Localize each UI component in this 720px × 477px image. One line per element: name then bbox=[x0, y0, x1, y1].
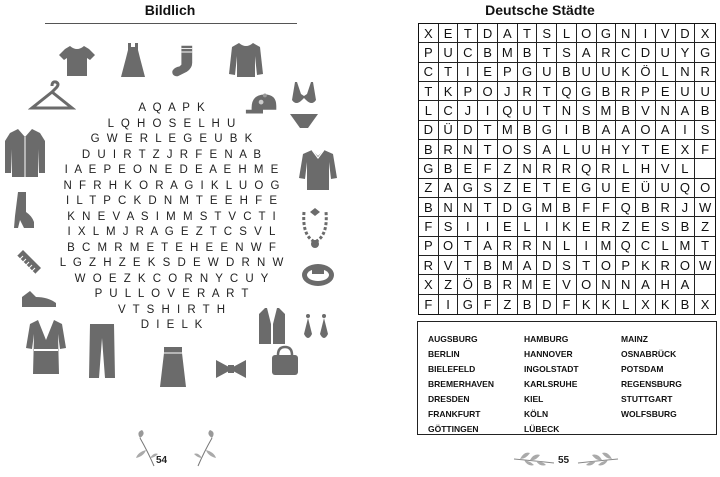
grid-cell: N bbox=[616, 275, 636, 294]
grid-cell: S bbox=[537, 24, 557, 43]
grid-cell: G bbox=[458, 295, 478, 314]
grid-cell: R bbox=[695, 63, 715, 82]
grid-cell: N bbox=[439, 198, 459, 217]
grid-cell: I bbox=[478, 101, 498, 120]
grid-cell: N bbox=[656, 101, 676, 120]
grid-cell: K bbox=[616, 63, 636, 82]
grid-cell: U bbox=[577, 63, 597, 82]
grid-cell: Z bbox=[498, 295, 518, 314]
title-divider bbox=[45, 23, 297, 24]
letter-row: G W E R L E G E U B K bbox=[90, 133, 255, 145]
grid-cell: T bbox=[458, 24, 478, 43]
grid-cell: T bbox=[458, 256, 478, 275]
grid-cell: O bbox=[676, 256, 696, 275]
grid-cell: T bbox=[458, 237, 478, 256]
grid-cell: B bbox=[557, 63, 577, 82]
grid-cell: O bbox=[439, 237, 459, 256]
word-list-item: KÖLN bbox=[524, 409, 549, 419]
grid-cell: Z bbox=[498, 179, 518, 198]
grid-cell: P bbox=[636, 82, 656, 101]
grid-cell: Q bbox=[557, 82, 577, 101]
shirt-icon bbox=[297, 148, 339, 192]
grid-cell: A bbox=[616, 121, 636, 140]
sneaker-icon bbox=[20, 289, 58, 309]
grid-cell: X bbox=[695, 24, 715, 43]
hanger-icon bbox=[28, 78, 76, 118]
bathrobe-icon bbox=[24, 318, 68, 376]
grid-cell: B bbox=[695, 101, 715, 120]
grid-cell: Z bbox=[439, 275, 459, 294]
grid-cell: K bbox=[597, 295, 617, 314]
grid-cell: B bbox=[518, 295, 538, 314]
grid-cell: N bbox=[458, 140, 478, 159]
grid-cell: R bbox=[537, 159, 557, 178]
grid-cell: T bbox=[537, 101, 557, 120]
grid-cell: Q bbox=[577, 159, 597, 178]
vest-icon bbox=[257, 306, 287, 346]
grid-cell: J bbox=[458, 101, 478, 120]
bracelet-icon bbox=[300, 260, 336, 290]
grid-cell: H bbox=[636, 159, 656, 178]
grid-cell: R bbox=[498, 275, 518, 294]
grid-cell: F bbox=[419, 217, 439, 236]
grid-cell: M bbox=[597, 237, 617, 256]
grid-cell: J bbox=[498, 82, 518, 101]
grid-cell: R bbox=[419, 256, 439, 275]
grid-cell: I bbox=[439, 295, 459, 314]
flower-ornament-icon bbox=[576, 449, 622, 471]
grid-cell: R bbox=[616, 82, 636, 101]
letter-row: K N E V A S I M M S T V C T I bbox=[67, 210, 278, 223]
grid-cell: B bbox=[419, 140, 439, 159]
grid-cell: B bbox=[518, 121, 538, 140]
grid-cell: T bbox=[478, 140, 498, 159]
grid-cell: R bbox=[518, 82, 538, 101]
page-number: 54 bbox=[156, 455, 168, 466]
grid-cell: Q bbox=[616, 237, 636, 256]
grid-cell: T bbox=[537, 43, 557, 62]
comb-icon bbox=[13, 246, 45, 278]
grid-cell: B bbox=[478, 275, 498, 294]
grid-cell: E bbox=[577, 217, 597, 236]
grid-cell: L bbox=[419, 101, 439, 120]
letter-row: D I E L K bbox=[140, 319, 205, 331]
grid-cell: G bbox=[577, 179, 597, 198]
grid-cell: I bbox=[458, 217, 478, 236]
grid-cell: U bbox=[518, 101, 538, 120]
grid-cell: G bbox=[577, 82, 597, 101]
sweater-icon bbox=[226, 40, 266, 80]
grid-cell: O bbox=[498, 140, 518, 159]
flower-ornament-icon bbox=[510, 449, 556, 471]
necklace-icon bbox=[296, 208, 334, 250]
word-list-item: AUGSBURG bbox=[428, 334, 478, 344]
grid-cell: A bbox=[498, 24, 518, 43]
grid-cell: Y bbox=[616, 140, 636, 159]
word-list-item: BIELEFELD bbox=[428, 364, 476, 374]
grid-cell: L bbox=[616, 295, 636, 314]
word-search-grid bbox=[418, 23, 716, 315]
grid-cell: A bbox=[597, 121, 617, 140]
t-shirt-icon bbox=[57, 40, 97, 80]
grid-cell: T bbox=[478, 121, 498, 140]
grid-cell: S bbox=[439, 217, 459, 236]
grid-cell: I bbox=[557, 121, 577, 140]
grid-cell: F bbox=[597, 198, 617, 217]
grid-cell: B bbox=[676, 217, 696, 236]
grid-cell: D bbox=[458, 121, 478, 140]
grid-cell: N bbox=[597, 275, 617, 294]
grid-cell: F bbox=[695, 140, 715, 159]
grid-cell: F bbox=[419, 295, 439, 314]
grid-cell: E bbox=[518, 179, 538, 198]
grid-cell: R bbox=[597, 43, 617, 62]
grid-cell: S bbox=[478, 179, 498, 198]
dress-icon bbox=[113, 40, 153, 80]
word-list-column bbox=[524, 332, 579, 437]
grid-cell: O bbox=[636, 121, 656, 140]
grid-cell: X bbox=[636, 295, 656, 314]
grid-cell: W bbox=[695, 198, 715, 217]
grid-cell: R bbox=[656, 198, 676, 217]
word-list-item: STUTTGART bbox=[621, 394, 673, 404]
earrings-icon bbox=[300, 312, 332, 346]
word-list-item: OSNABRÜCK bbox=[621, 349, 677, 359]
grid-cell: Z bbox=[498, 159, 518, 178]
grid-cell: U bbox=[439, 43, 459, 62]
grid-cell: R bbox=[498, 237, 518, 256]
grid-cell: B bbox=[478, 256, 498, 275]
grid-cell: Y bbox=[676, 43, 696, 62]
grid-cell: E bbox=[557, 179, 577, 198]
letter-row: I A E P E O N E D E A E H M E bbox=[64, 164, 281, 176]
grid-cell: P bbox=[419, 237, 439, 256]
grid-cell: M bbox=[518, 275, 538, 294]
grid-cell: A bbox=[439, 179, 459, 198]
grid-cell: Z bbox=[616, 217, 636, 236]
grid-cell: L bbox=[557, 140, 577, 159]
grid-cell: P bbox=[616, 256, 636, 275]
word-list-column bbox=[621, 332, 682, 422]
grid-cell: S bbox=[557, 256, 577, 275]
right-page bbox=[360, 0, 720, 477]
grid-cell: X bbox=[419, 24, 439, 43]
grid-cell: A bbox=[636, 275, 656, 294]
grid-cell: I bbox=[676, 121, 696, 140]
grid-cell: L bbox=[676, 159, 696, 178]
grid-cell: N bbox=[458, 198, 478, 217]
grid-cell: E bbox=[616, 179, 636, 198]
grid-cell: T bbox=[439, 63, 459, 82]
grid-cell bbox=[695, 159, 715, 178]
letter-row: I X L M J R A G E Z T C S V L bbox=[67, 226, 278, 238]
grid-cell: L bbox=[557, 24, 577, 43]
grid-cell: T bbox=[577, 256, 597, 275]
grid-cell: U bbox=[577, 140, 597, 159]
grid-cell: E bbox=[478, 63, 498, 82]
grid-cell: F bbox=[478, 295, 498, 314]
grid-cell: A bbox=[537, 140, 557, 159]
word-list-item: KIEL bbox=[524, 394, 544, 404]
grid-cell: O bbox=[577, 275, 597, 294]
grid-cell: E bbox=[636, 217, 656, 236]
grid-cell: D bbox=[636, 43, 656, 62]
grid-cell: Z bbox=[419, 179, 439, 198]
grid-cell: T bbox=[537, 179, 557, 198]
grid-cell: A bbox=[676, 275, 696, 294]
word-list-item: HAMBURG bbox=[524, 334, 569, 344]
grid-cell: F bbox=[478, 159, 498, 178]
word-list-item: WOLFSBURG bbox=[621, 409, 677, 419]
letter-row: D U I R T Z J R F E N A B bbox=[81, 148, 264, 161]
grid-cell: B bbox=[419, 198, 439, 217]
grid-cell: N bbox=[557, 101, 577, 120]
grid-cell: U bbox=[676, 82, 696, 101]
grid-cell: O bbox=[478, 82, 498, 101]
grid-cell: F bbox=[557, 295, 577, 314]
word-list-item: BERLIN bbox=[428, 349, 460, 359]
grid-cell: M bbox=[498, 256, 518, 275]
grid-cell: Ü bbox=[636, 179, 656, 198]
grid-cell: C bbox=[636, 237, 656, 256]
grid-cell: E bbox=[458, 159, 478, 178]
word-list-item: MAINZ bbox=[621, 334, 648, 344]
letter-row: N F R H K O R A G I K L U O G bbox=[63, 179, 282, 192]
grid-cell: T bbox=[695, 237, 715, 256]
sock-icon bbox=[167, 43, 203, 79]
grid-cell: K bbox=[656, 295, 676, 314]
grid-cell: A bbox=[656, 121, 676, 140]
grid-cell: O bbox=[597, 256, 617, 275]
grid-cell: K bbox=[577, 295, 597, 314]
grid-cell: B bbox=[518, 43, 538, 62]
grid-cell: G bbox=[695, 43, 715, 62]
grid-cell: D bbox=[498, 198, 518, 217]
flower-ornament-icon bbox=[134, 428, 174, 468]
grid-cell: M bbox=[537, 198, 557, 217]
grid-cell: R bbox=[597, 159, 617, 178]
grid-cell: S bbox=[695, 121, 715, 140]
grid-cell: E bbox=[656, 140, 676, 159]
grid-cell: R bbox=[597, 217, 617, 236]
grid-cell: X bbox=[419, 275, 439, 294]
grid-cell: E bbox=[498, 217, 518, 236]
page-number: 55 bbox=[558, 455, 570, 466]
grid-cell: A bbox=[478, 237, 498, 256]
letter-row: B C M R M E T E H E E N W F bbox=[67, 241, 278, 254]
grid-cell: M bbox=[498, 121, 518, 140]
grid-cell: A bbox=[577, 43, 597, 62]
grid-cell: M bbox=[676, 237, 696, 256]
grid-cell: G bbox=[458, 179, 478, 198]
grid-cell: C bbox=[419, 63, 439, 82]
grid-cell: N bbox=[676, 63, 696, 82]
grid-cell: V bbox=[439, 256, 459, 275]
page-title-deutsche-staedte: Deutsche Städte bbox=[485, 2, 595, 18]
grid-cell: D bbox=[478, 24, 498, 43]
grid-cell: U bbox=[597, 63, 617, 82]
grid-cell: X bbox=[676, 140, 696, 159]
grid-cell: K bbox=[557, 217, 577, 236]
grid-cell: G bbox=[518, 63, 538, 82]
grid-cell: S bbox=[518, 140, 538, 159]
grid-cell: P bbox=[498, 63, 518, 82]
handbag-icon bbox=[268, 345, 302, 377]
grid-cell: H bbox=[597, 140, 617, 159]
grid-cell: L bbox=[656, 63, 676, 82]
grid-cell: J bbox=[676, 198, 696, 217]
cap-icon bbox=[244, 88, 282, 120]
grid-cell: M bbox=[498, 43, 518, 62]
bowtie-icon bbox=[214, 358, 248, 380]
grid-cell: M bbox=[597, 101, 617, 120]
grid-cell: Ü bbox=[439, 121, 459, 140]
letter-row: I L T P C K D N M T E E H F E bbox=[65, 195, 280, 207]
word-list-item: GÖTTINGEN bbox=[428, 424, 479, 434]
grid-cell: I bbox=[577, 237, 597, 256]
grid-cell: V bbox=[656, 159, 676, 178]
word-list-item: REGENSBURG bbox=[621, 379, 682, 389]
letter-row: L G Z H Z E K S D E W D R N W bbox=[59, 257, 286, 269]
grid-cell: D bbox=[537, 256, 557, 275]
grid-cell: S bbox=[577, 101, 597, 120]
grid-cell: B bbox=[577, 121, 597, 140]
letter-row: P U L L O V E R A R T bbox=[94, 288, 251, 300]
grid-cell: X bbox=[700, 296, 710, 312]
word-list-item: DRESDEN bbox=[428, 394, 470, 404]
trousers-icon bbox=[87, 322, 117, 380]
grid-cell: O bbox=[695, 179, 715, 198]
grid-cell: T bbox=[636, 140, 656, 159]
grid-cell: V bbox=[636, 101, 656, 120]
grid-cell: R bbox=[439, 140, 459, 159]
grid-cell: L bbox=[656, 237, 676, 256]
grid-cell: D bbox=[676, 24, 696, 43]
grid-cell: S bbox=[557, 43, 577, 62]
bikini-icon bbox=[287, 80, 321, 135]
grid-cell: F bbox=[577, 198, 597, 217]
grid-cell: C bbox=[458, 43, 478, 62]
grid-cell: B bbox=[636, 198, 656, 217]
letter-row: W O E Z K C O R N Y C U Y bbox=[74, 272, 271, 285]
grid-cell: G bbox=[597, 24, 617, 43]
grid-cell: U bbox=[656, 179, 676, 198]
grid-cell: E bbox=[656, 82, 676, 101]
grid-cell: T bbox=[518, 24, 538, 43]
word-list-item: HANNOVER bbox=[524, 349, 573, 359]
grid-cell: V bbox=[656, 24, 676, 43]
grid-cell: D bbox=[419, 121, 439, 140]
grid-cell: Ö bbox=[636, 63, 656, 82]
grid-cell: U bbox=[597, 179, 617, 198]
boot-icon bbox=[10, 190, 36, 230]
grid-cell: V bbox=[557, 275, 577, 294]
grid-cell: A bbox=[518, 256, 538, 275]
grid-cell: B bbox=[597, 82, 617, 101]
grid-cell: Q bbox=[676, 179, 696, 198]
letter-row: L Q H O S E L H U bbox=[107, 117, 238, 130]
grid-cell: P bbox=[419, 43, 439, 62]
word-list-item: KARLSRUHE bbox=[524, 379, 578, 389]
grid-cell: C bbox=[439, 101, 459, 120]
grid-cell: I bbox=[537, 217, 557, 236]
skirt-icon bbox=[158, 345, 188, 389]
grid-cell bbox=[695, 275, 715, 294]
word-list-box bbox=[417, 321, 717, 435]
grid-cell: T bbox=[478, 198, 498, 217]
grid-cell: T bbox=[419, 82, 439, 101]
grid-cell: R bbox=[518, 237, 538, 256]
word-list-item: POTSDAM bbox=[621, 364, 664, 374]
grid-cell: L bbox=[557, 237, 577, 256]
grid-cell: G bbox=[419, 159, 439, 178]
grid-cell: E bbox=[439, 24, 459, 43]
letter-row: V T S H I R T H bbox=[117, 303, 228, 316]
grid-cell: H bbox=[656, 275, 676, 294]
grid-cell: I bbox=[458, 63, 478, 82]
flower-ornament-icon bbox=[178, 428, 218, 468]
grid-cell: I bbox=[478, 217, 498, 236]
grid-cell: S bbox=[656, 217, 676, 236]
grid-cell: Q bbox=[498, 101, 518, 120]
grid-cell: B bbox=[478, 43, 498, 62]
grid-cell: T bbox=[537, 82, 557, 101]
grid-cell: Q bbox=[616, 198, 636, 217]
grid-cell: K bbox=[439, 82, 459, 101]
grid-cell: W bbox=[695, 256, 715, 275]
word-list-item: LÜBECK bbox=[524, 424, 560, 434]
grid-cell: N bbox=[537, 237, 557, 256]
word-list-item: FRANKFURT bbox=[428, 409, 481, 419]
grid-cell: B bbox=[439, 159, 459, 178]
grid-cell: K bbox=[636, 256, 656, 275]
grid-cell: B bbox=[616, 101, 636, 120]
grid-cell: E bbox=[537, 275, 557, 294]
grid-cell: U bbox=[537, 63, 557, 82]
word-list-item: INGOLSTADT bbox=[524, 364, 579, 374]
grid-cell: Ö bbox=[458, 275, 478, 294]
grid-cell: I bbox=[636, 24, 656, 43]
grid-cell: U bbox=[695, 82, 715, 101]
grid-cell: N bbox=[518, 159, 538, 178]
grid-cell: L bbox=[616, 159, 636, 178]
grid-cell: O bbox=[577, 24, 597, 43]
grid-cell: D bbox=[537, 295, 557, 314]
word-list-item: BREMERHAVEN bbox=[428, 379, 494, 389]
grid-cell: Z bbox=[695, 217, 715, 236]
word-list-column bbox=[428, 332, 494, 437]
grid-cell: G bbox=[518, 198, 538, 217]
coat-icon bbox=[2, 127, 48, 179]
grid-cell: N bbox=[616, 24, 636, 43]
grid-cell: R bbox=[557, 159, 577, 178]
letter-row: A Q A P K bbox=[138, 102, 207, 114]
grid-cell: B bbox=[557, 198, 577, 217]
grid-cell: B bbox=[676, 295, 696, 314]
grid-cell: U bbox=[656, 43, 676, 62]
grid-cell: L bbox=[518, 217, 538, 236]
grid-cell: P bbox=[458, 82, 478, 101]
grid-cell: G bbox=[537, 121, 557, 140]
grid-cell: A bbox=[676, 101, 696, 120]
grid-cell: C bbox=[616, 43, 636, 62]
grid-cell: R bbox=[656, 256, 676, 275]
page-title-bildlich: Bildlich bbox=[144, 2, 196, 18]
